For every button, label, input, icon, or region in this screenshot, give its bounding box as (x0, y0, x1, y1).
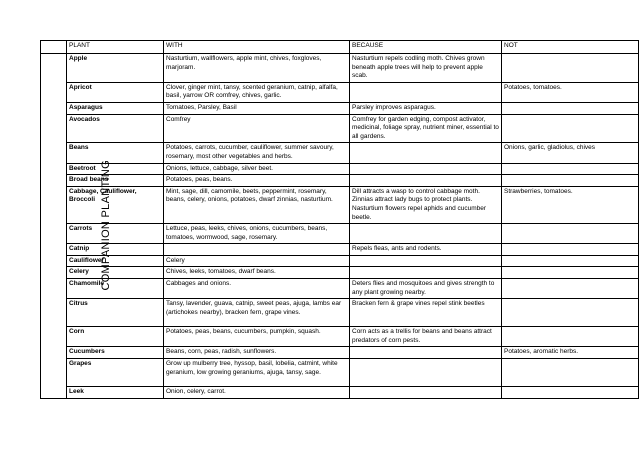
cell-plant: Carrots (67, 224, 164, 244)
table-row (41, 186, 639, 223)
cell-not (502, 175, 639, 187)
table-row (41, 102, 639, 114)
table-row (41, 54, 639, 83)
table-row (41, 279, 639, 299)
cell-plant: Corn (67, 327, 164, 347)
cell-with: Onion, celery, carrot. (164, 387, 350, 399)
cell-with: Mint, sage, dill, camomile, beets, peppermint, rosemary, beans, celery, onions, potatoes, dwarf zinnias, nasturtium. (164, 186, 350, 223)
table-row (41, 267, 639, 279)
cell-plant: Cauliflower (67, 255, 164, 267)
cell-plant: Apple (67, 54, 164, 83)
cell-because: Dill attracts a wasp to control cabbage moth. Zinnias attract lady bugs to protect plants. Nasturtium flowers repel aphids and cucumber beetle. (350, 186, 502, 223)
cell-plant: Beetroot (67, 163, 164, 175)
cell-because (350, 163, 502, 175)
table-row (41, 82, 639, 102)
cell-not (502, 267, 639, 279)
cell-with: Potatoes, peas, beans, cucumbers, pumpkin, squash. (164, 327, 350, 347)
cell-plant: Catnip (67, 244, 164, 256)
cell-with: Nasturtium, wallflowers, apple mint, chives, foxgloves, marjoram. (164, 54, 350, 83)
cell-with: Chives, leeks, tomatoes, dwarf beans. (164, 267, 350, 279)
table-row (41, 143, 639, 163)
column-header-because: BECAUSE (350, 41, 502, 54)
column-header-plant: PLANT (67, 41, 164, 54)
cell-not: Potatoes, aromatic herbs. (502, 347, 639, 359)
table-row (41, 299, 639, 327)
companion-planting-table (40, 40, 639, 399)
cell-with: Clover, ginger mint, tansy, scented geranium, catnip, alfalfa, basil, yarrow OR comfrey, chives, garlic. (164, 82, 350, 102)
cell-not (502, 102, 639, 114)
table-row (41, 387, 639, 399)
cell-because (350, 267, 502, 279)
cell-plant: Citrus (67, 299, 164, 327)
cell-plant: Apricot (67, 82, 164, 102)
cell-with: Onions, lettuce, cabbage, silver beet. (164, 163, 350, 175)
cell-because: Bracken fern & grape vines repel stink beetles (350, 299, 502, 327)
table-row (41, 255, 639, 267)
cell-not (502, 327, 639, 347)
cell-with: Celery (164, 255, 350, 267)
cell-because: Deters flies and mosquitoes and gives strength to any plant growing nearby. (350, 279, 502, 299)
cell-plant: Cucumbers (67, 347, 164, 359)
cell-because (350, 359, 502, 387)
companion-planting-sheet (40, 40, 638, 452)
cell-with: Lettuce, peas, leeks, chives, onions, cucumbers, beans, tomatoes, wormwood, sage, rosemary. (164, 224, 350, 244)
cell-because (350, 224, 502, 244)
cell-plant: Chamomile (67, 279, 164, 299)
cell-not (502, 387, 639, 399)
side-header-blank (41, 41, 67, 54)
cell-with: Comfrey (164, 114, 350, 143)
cell-because: Repels fleas, ants and rodents. (350, 244, 502, 256)
cell-not (502, 244, 639, 256)
cell-because (350, 347, 502, 359)
cell-not (502, 279, 639, 299)
cell-not (502, 224, 639, 244)
cell-because (350, 82, 502, 102)
cell-not: Onions, garlic, gladiolus, chives (502, 143, 639, 163)
column-header-with: WITH (164, 41, 350, 54)
cell-plant: Celery (67, 267, 164, 279)
cell-because (350, 143, 502, 163)
cell-not (502, 255, 639, 267)
cell-not (502, 299, 639, 327)
side-title: COMPANION PLANTING (99, 159, 112, 291)
cell-because: Comfrey for garden edging, compost activator, medicinal, foliage spray, nutrient miner, essential to all gardens. (350, 114, 502, 143)
cell-plant: Leek (67, 387, 164, 399)
cell-not (502, 114, 639, 143)
cell-with: Cabbages and onions. (164, 279, 350, 299)
cell-with: Tansy, lavender, guava, catnip, sweet peas, ajuga, lambs ear (artichokes nearby), bracken fern, grape vines. (164, 299, 350, 327)
cell-plant: Avocados (67, 114, 164, 143)
table-row (41, 224, 639, 244)
cell-because: Corn acts as a trellis for beans and beans attract predators of corn pests. (350, 327, 502, 347)
cell-not: Strawberries, tomatoes. (502, 186, 639, 223)
table-row (41, 114, 639, 143)
cell-with: Potatoes, peas, beans. (164, 175, 350, 187)
cell-with: Potatoes, carrots, cucumber, cauliflower, summer savoury, rosemary, most other vegetables and herbs. (164, 143, 350, 163)
table-row (41, 244, 639, 256)
cell-because (350, 255, 502, 267)
cell-because (350, 387, 502, 399)
cell-plant: Grapes (67, 359, 164, 387)
cell-not: Potatoes, tomatoes. (502, 82, 639, 102)
cell-because: Parsley improves asparagus. (350, 102, 502, 114)
cell-because: Nasturtium repels codling moth. Chives grown beneath apple trees will help to prevent apple scab. (350, 54, 502, 83)
table-row (41, 347, 639, 359)
table-row (41, 163, 639, 175)
table-row (41, 359, 639, 387)
table-row (41, 327, 639, 347)
cell-with (164, 244, 350, 256)
cell-not (502, 359, 639, 387)
cell-not (502, 54, 639, 83)
cell-because (350, 175, 502, 187)
cell-plant: Broad beans (67, 175, 164, 187)
cell-plant: Cabbage, Cauliflower, Broccoli (67, 186, 164, 223)
cell-plant: Beans (67, 143, 164, 163)
cell-not (502, 163, 639, 175)
cell-with: Beans, corn, peas, radish, sunflowers. (164, 347, 350, 359)
column-header-not: NOT (502, 41, 639, 54)
cell-with: Tomatoes, Parsley, Basil (164, 102, 350, 114)
header-row (41, 41, 639, 54)
cell-plant: Asparagus (67, 102, 164, 114)
cell-with: Grow up mulberry tree, hyssop, basil, lobelia, catmint, white geranium, low growing geraniums, ajuga, tansy, sage. (164, 359, 350, 387)
table-row (41, 175, 639, 187)
